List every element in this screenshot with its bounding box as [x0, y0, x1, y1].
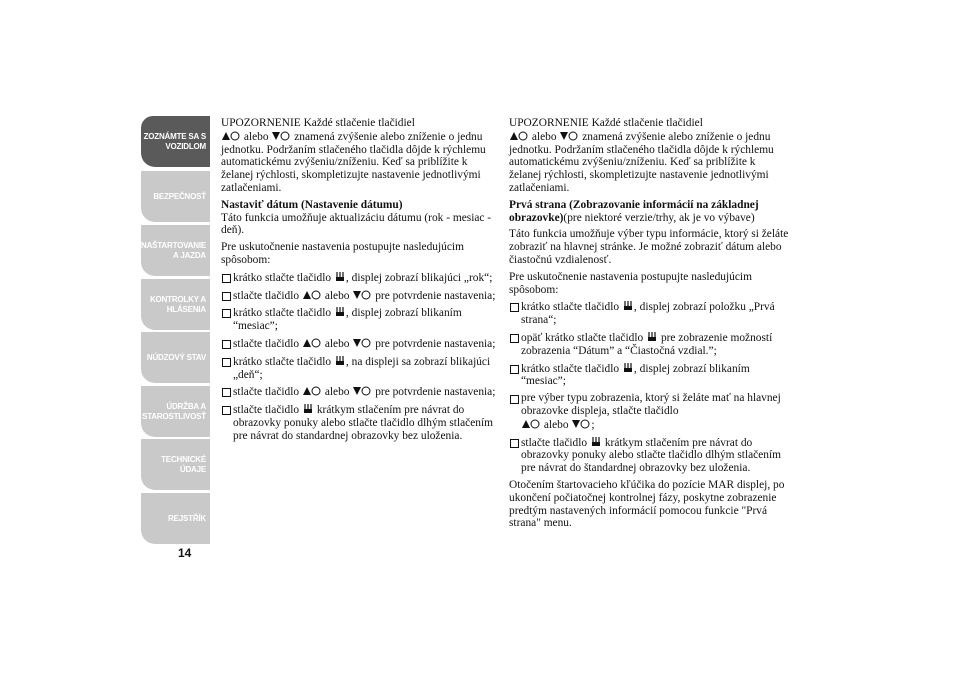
step-text: krátko stlačte tlačidlo [233, 307, 332, 320]
down-arrow-icon [352, 337, 372, 348]
note-text: znamená zvýšenie alebo zníženie o jednu jednotku. Podržaním stlačeného tlačidla dôjde k rýchlemu automatickému zvýšeniu/zníženiu. Keď sa priblížite k želanej rýchlosti, skompletizujte nastavenie jednotlivými zatlačeniami. [221, 130, 486, 194]
note-text: UPOZORNENIE Každé stlačenie tlačidiel [509, 117, 703, 129]
tab-warning-lights[interactable] [141, 279, 210, 330]
mode-button-icon [335, 271, 345, 282]
mode-button-icon [303, 403, 313, 414]
tab-label: NAŠTARTOVANIE A JAZDA [141, 240, 206, 260]
heading-text: Prvá strana (Zobrazovanie informácií na základnej obrazovke) [509, 198, 759, 224]
steps-list [509, 300, 789, 475]
tab-label: REJSTŘÍK [168, 513, 206, 523]
mode-button-icon [335, 306, 345, 317]
note-text: UPOZORNENIE Každé stlačenie tlačidiel [221, 117, 415, 129]
down-arrow-icon [559, 130, 579, 141]
step-or: alebo [543, 418, 569, 431]
step-text: pre zobrazenie možností zobrazenia “Dátum” a “Čiastočná vzdial.”; [521, 331, 773, 357]
step-text: krátko stlačte tlačidlo [521, 301, 620, 314]
tab-label: NÚDZOVÝ STAV [146, 352, 206, 362]
step-text: pre potvrdenie nastavenia; [375, 386, 496, 399]
tab-starting-driving[interactable] [141, 225, 210, 276]
warning-note [221, 117, 501, 195]
step-text: opäť krátko stlačte tlačidlo [521, 331, 644, 344]
list-item [221, 385, 501, 399]
paragraph: Pre uskutočnenie nastavenia postupujte nasledujúcim spôsobom: [509, 270, 752, 296]
step-text: pre potvrdenie nastavenia; [375, 289, 496, 302]
step-text: pre výber typu zobrazenia, ktorý si želáte mať na hlavnej obrazovke displeja, stlačte tlačidlo [521, 392, 781, 417]
list-item [509, 362, 789, 389]
up-arrow-icon [302, 385, 322, 396]
up-arrow-icon [302, 337, 322, 348]
heading-tail: (pre niektoré verzie/trhy, ak je vo výbave) [563, 211, 755, 224]
step-text: , displej zobrazí položku „Prvá strana“; [521, 301, 775, 327]
step-text: stlačte tlačidlo [233, 337, 300, 350]
note-or: alebo [531, 130, 557, 143]
step-or: alebo [324, 386, 350, 399]
step-text: stlačte tlačidlo [521, 436, 588, 449]
step-text: , displej zobrazí blikaním “mesiac”; [233, 307, 462, 333]
list-item [221, 289, 501, 303]
mode-button-icon [335, 355, 345, 366]
step-text: , displej zobrazí blikaním “mesiac”; [521, 362, 750, 388]
step-text: stlačte tlačidlo [233, 386, 300, 399]
mode-button-icon [591, 436, 601, 447]
step-text: stlačte tlačidlo [233, 289, 300, 302]
tab-emergency[interactable] [141, 332, 210, 383]
step-text: stlačte tlačidlo [233, 404, 300, 417]
list-item [221, 306, 501, 333]
mode-button-icon [623, 300, 633, 311]
warning-note [509, 117, 789, 195]
left-column [221, 117, 501, 447]
down-arrow-icon [352, 289, 372, 300]
list-item [509, 331, 789, 358]
step-text: , na displeji sa zobrazí blikajúci „deň“; [233, 355, 491, 381]
section-heading-first-page [509, 199, 789, 225]
step-text: krátkym stlačením pre návrat do obrazovky ponuky alebo stlačte tlačidlo dlhým stlačením pre návrat do štandardnej obrazovky bez uloženia. [521, 436, 782, 475]
down-arrow-icon [571, 418, 591, 429]
step-or: alebo [324, 337, 350, 350]
step-text: krátko stlačte tlačidlo [233, 271, 332, 284]
right-column [509, 117, 789, 534]
tab-index[interactable] [141, 493, 210, 544]
tab-label: ÚDRŽBA A STAROSTLIVOSŤ [142, 401, 206, 421]
paragraph: Táto funkcia umožňuje výber typu informácie, ktorý si želáte zobraziť na hlavnej stránke. Je možné zobraziť dátum alebo čiastočnú vzdialenosť. [509, 228, 789, 266]
tab-label: KONTROLKY A HLÁSENIA [149, 294, 206, 314]
note-text: znamená zvýšenie alebo zníženie o jednu jednotku. Podržaním stlačeného tlačidla dôjde k rýchlemu automatickému zvýšeniu/zníženiu. Keď sa priblížite k želanej rýchlosti, skompletizujte nastavenie jednotlivými zatlačeniami. [509, 130, 774, 194]
up-arrow-icon [521, 418, 541, 429]
down-arrow-icon [271, 130, 291, 141]
tab-label: BEZPEČNOSŤ [153, 191, 206, 201]
tab-label: TECHNICKÉ ÚDAJE [161, 454, 206, 474]
paragraph: Pre uskutočnenie nastavenia postupujte nasledujúcim spôsobom: [221, 241, 464, 266]
section-heading-date: Nastaviť dátum (Nastavenie dátumu) [221, 198, 403, 211]
up-arrow-icon [221, 130, 241, 141]
tab-label: ZOZNÁMTE SA S VOZIDLOM [143, 131, 206, 151]
steps-list [221, 271, 501, 443]
step-text: krátko stlačte tlačidlo [233, 355, 332, 368]
up-arrow-icon [302, 289, 322, 300]
list-item [221, 403, 501, 442]
up-arrow-icon [509, 130, 529, 141]
mode-button-icon [623, 362, 633, 373]
tab-technical-data[interactable] [141, 439, 210, 490]
list-item [221, 355, 501, 382]
mode-button-icon [647, 331, 657, 342]
step-or: alebo [324, 289, 350, 302]
step-text: ; [591, 418, 595, 431]
step-text: , displej zobrazí blikajúci „rok“; [345, 271, 493, 284]
list-item [509, 436, 789, 475]
tab-maintenance[interactable] [141, 386, 210, 437]
paragraph: Otočením štartovacieho kľúčika do pozície MAR displej, po ukončení počiatočnej kontrolnej fázy, poskytne zobrazenie predtým nastavených informácií pomocou funkcie "Prvá strana" menu. [509, 478, 785, 530]
step-text: krátko stlačte tlačidlo [521, 362, 620, 375]
list-item [509, 392, 789, 431]
paragraph: Táto funkcia umožňuje aktualizáciu dátumu (rok - mesiac - deň). [221, 211, 492, 237]
step-text: krátkym stlačením pre návrat do obrazovky ponuky alebo stlačte tlačidlo dlhým stlačením pre návrat do standardnej obrazovky bez uloženia. [233, 404, 494, 442]
page-number: 14 [178, 546, 192, 560]
note-or: alebo [243, 130, 269, 143]
tab-vehicle-intro[interactable] [141, 116, 210, 167]
step-text: pre potvrdenie nastavenia; [375, 337, 496, 350]
tab-safety[interactable] [141, 171, 210, 222]
down-arrow-icon [352, 385, 372, 396]
list-item [509, 300, 789, 327]
list-item [221, 271, 501, 285]
list-item [221, 337, 501, 351]
